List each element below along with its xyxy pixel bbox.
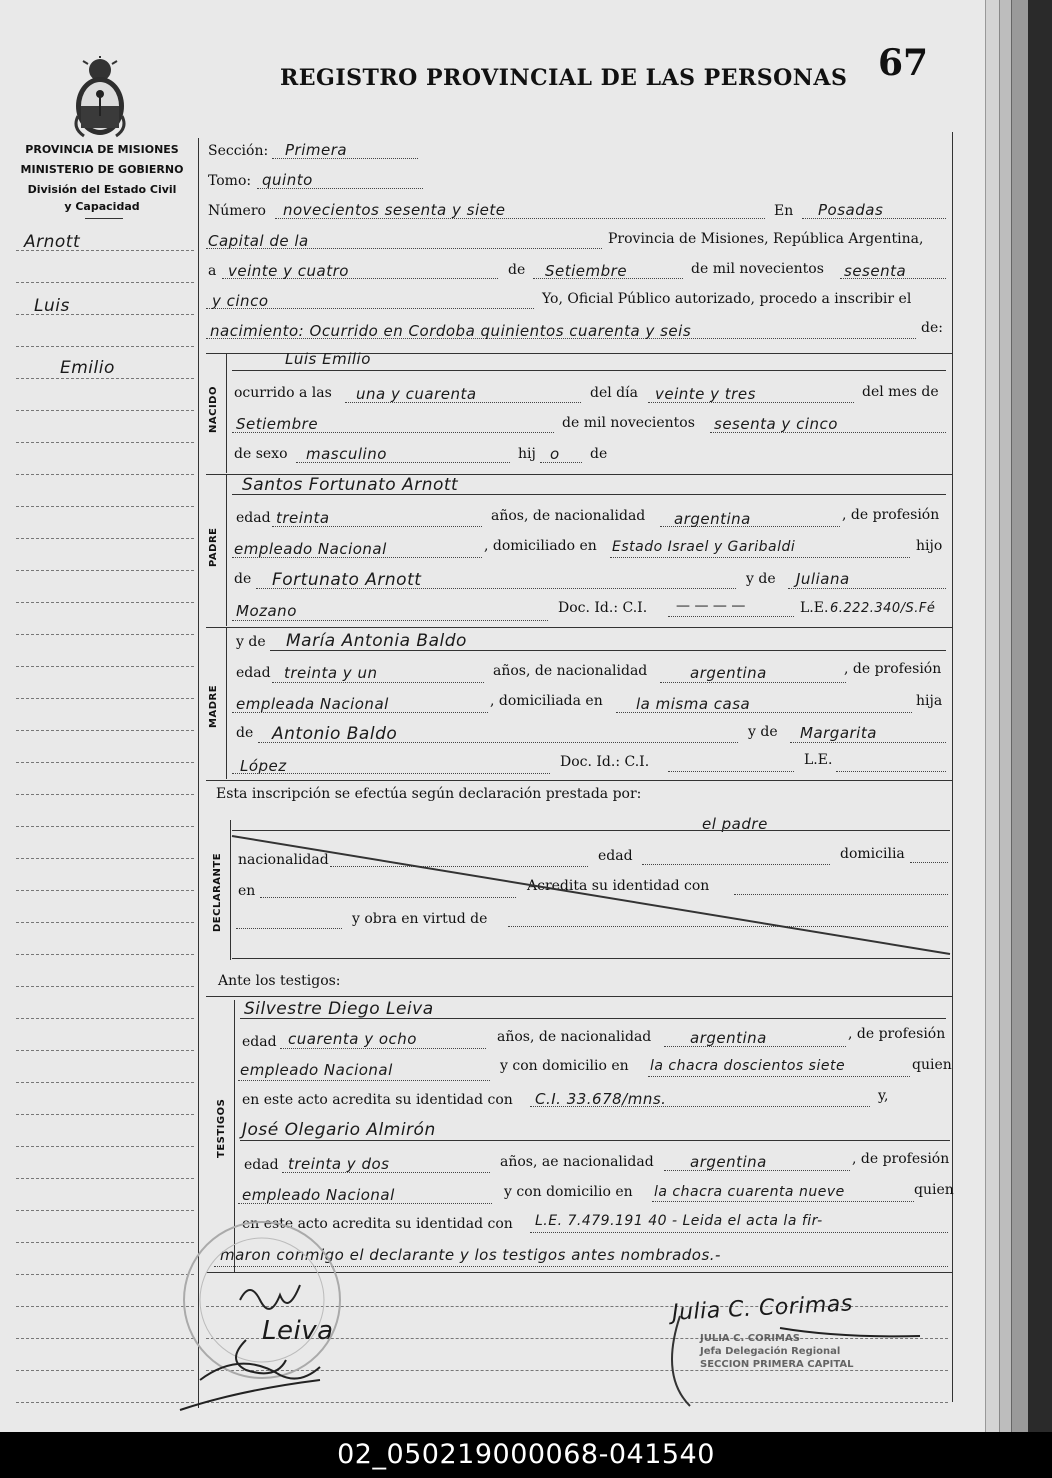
declarante-nac-label: nacionalidad [238, 852, 329, 868]
yo-label: Yo, Oficial Público autorizado, procedo a inscribir el [542, 291, 912, 307]
madre-nacionalidad-value: argentina [690, 664, 767, 682]
padre-hijo-label: hijo [916, 538, 943, 554]
t1-nacionalidad: argentina [690, 1029, 767, 1047]
page-number: 67 [878, 42, 929, 84]
padre-doc-label: Doc. Id.: C.I. [558, 600, 648, 616]
padre-prof-label: , de profesión [842, 507, 940, 523]
padre-edad-value: treinta [276, 509, 330, 527]
padre-madre-de: Juliana [796, 570, 850, 588]
madre-madre-de: Margarita [800, 724, 877, 742]
madre-edad-label: edad [236, 665, 271, 681]
oficial-signature: Julia C. Corimas [671, 1291, 854, 1326]
seccion-value: Primera [285, 141, 348, 159]
org-capacity: y Capacidad [64, 200, 140, 213]
anio-value: sesenta [844, 262, 907, 280]
padre-le-value: 6.222.340/S.Fé [830, 601, 936, 616]
numero-value: novecientos sesenta y siete [283, 201, 506, 219]
anio-label: de mil novecientos [691, 261, 824, 277]
stamp-line-2: Jefa Delegación Regional [700, 1346, 841, 1357]
padre-nombre: Santos Fortunato Arnott [242, 475, 459, 495]
lugar2-value: Capital de la [208, 232, 309, 250]
madre-nac-label: años, de nacionalidad [493, 663, 648, 679]
testigos-section-label: TESTIGOS [216, 1098, 227, 1158]
padre-section-label: PADRE [208, 527, 219, 567]
t1-nac-label: años, de nacionalidad [497, 1029, 652, 1045]
strike-line [232, 836, 950, 954]
hij-suffix: o [550, 445, 560, 463]
madre-profesion-value: empleada Nacional [236, 695, 389, 713]
sexo-value: masculino [306, 445, 387, 463]
lugar-value: Posadas [818, 201, 884, 219]
t2-identidad: L.E. 7.479.191 40 - Leida el acta la fir- [535, 1213, 823, 1229]
page-edge [985, 0, 1000, 1432]
nacido-nombre: Luis Emilio [285, 350, 371, 368]
de-label: de [508, 262, 526, 278]
declarante-edad-label: edad [598, 848, 633, 864]
margin-surname: Arnott [24, 232, 81, 252]
margin-second-name: Emilio [60, 358, 115, 378]
de-colon-label: de: [921, 320, 943, 336]
org-province: PROVINCIA DE MISIONES [25, 143, 179, 156]
t1-acredita-label: en este acto acredita su identidad con [242, 1092, 513, 1108]
padre-yde-label: y de [746, 571, 776, 587]
madre-le-label: L.E. [804, 752, 833, 768]
madre-dom-label: , domiciliada en [490, 693, 603, 709]
a-label: a [208, 263, 217, 279]
acta-cierre: maron conmigo el declarante y los testigos antes nombrados.- [220, 1246, 721, 1264]
madre-doc-label: Doc. Id.: C.I. [560, 754, 650, 770]
t2-edad-label: edad [244, 1157, 279, 1173]
t1-domicilio: la chacra doscientos siete [650, 1058, 846, 1074]
dia-value: veinte y cuatro [228, 262, 349, 280]
t2-prof-label: , de profesión [852, 1151, 950, 1167]
t2-dom-label: y con domicilio en [504, 1184, 633, 1200]
ante-testigos-label: Ante los testigos: [218, 973, 341, 989]
madre-hija-label: hija [916, 693, 943, 709]
t2-acredita-label: en este acto acredita su identidad con [242, 1216, 513, 1232]
t2-profesion: empleado Nacional [242, 1186, 395, 1204]
padre-dom-label: , domiciliado en [484, 538, 597, 554]
seccion-label: Sección: [208, 143, 269, 159]
mes-value: Setiembre [545, 262, 628, 280]
declaracion-text: Esta inscripción se efectúa según declaración prestada por: [216, 786, 642, 802]
round-seal [184, 1222, 340, 1378]
t1-dom-label: y con domicilio en [500, 1058, 629, 1074]
t1-profesion: empleado Nacional [240, 1061, 393, 1079]
inscribir-value: nacimiento: Ocurrido en Cordoba quinientos cuarenta y seis [210, 322, 692, 340]
madre-domicilio-value: la misma casa [636, 695, 751, 713]
provincia-label: Provincia de Misiones, República Argentina, [608, 231, 924, 247]
nacido-anio-value: sesenta y cinco [714, 415, 838, 433]
tomo-value: quinto [262, 171, 313, 189]
stamp-line-3: SECCION PRIMERA CAPITAL [700, 1359, 854, 1370]
padre-profesion-value: empleado Nacional [234, 540, 387, 558]
t2-nac-label: años, ae nacionalidad [500, 1154, 654, 1170]
tomo-label: Tomo: [208, 173, 252, 189]
t1-nombre: Silvestre Diego Leiva [244, 999, 434, 1019]
numero-label: Número [208, 203, 266, 219]
declarante-obra-label: y obra en virtud de [352, 911, 488, 927]
t2-edad: treinta y dos [288, 1155, 390, 1173]
t2-nombre: José Olegario Almirón [242, 1120, 436, 1140]
t1-prof-label: , de profesión [848, 1026, 946, 1042]
padre-de-label: de [234, 571, 252, 587]
leiva-signature: Leiva [262, 1316, 334, 1346]
page-title: REGISTRO PROVINCIAL DE LAS PERSONAS [280, 65, 848, 91]
madre-edad-value: treinta y un [284, 664, 378, 682]
org-ministry: MINISTERIO DE GOBIERNO [20, 163, 184, 176]
declarante-domicilia-label: domicilia [840, 846, 905, 862]
padre-domicilio-value: Estado Israel y Garibaldi [612, 539, 796, 555]
org-division: División del Estado Civil [27, 183, 177, 196]
padre-edad-label: edad [236, 510, 271, 526]
nacido-de-label: de [590, 446, 608, 462]
t1-identidad: C.I. 33.678/mns. [535, 1090, 667, 1108]
padre-ci-value: — — — — [676, 598, 746, 614]
del-mes-label: del mes de [862, 384, 939, 400]
padre-nacionalidad-value: argentina [674, 510, 751, 528]
sexo-label: de sexo [234, 446, 288, 462]
madre-de-label: de [236, 725, 254, 741]
declarante-en-label: en [238, 883, 256, 899]
del-dia-label: del día [590, 385, 638, 401]
madre-section-label: MADRE [208, 684, 219, 728]
madre-nombre: María Antonia Baldo [286, 631, 467, 651]
t2-quien-label: quien [914, 1182, 954, 1198]
t1-y-label: y, [878, 1088, 889, 1104]
page-edge [1011, 0, 1028, 1432]
declarante-acredita-label: Acredita su identidad con [527, 878, 710, 894]
padre-madre-de2: Mozano [236, 602, 297, 620]
t2-domicilio: la chacra cuarenta nueve [654, 1184, 845, 1200]
stamp-line-1: JULIA C. CORIMAS [700, 1333, 800, 1344]
margin-first-name: Luis [34, 296, 70, 316]
madre-padre-de: Antonio Baldo [272, 724, 398, 744]
padre-nac-label: años, de nacionalidad [491, 508, 646, 524]
t2-nacionalidad: argentina [690, 1153, 767, 1171]
scan-code: 02_050219000068-041540 [0, 1432, 1052, 1478]
t1-edad-label: edad [242, 1034, 277, 1050]
madre-yde2-label: y de [748, 724, 778, 740]
declarante-nombre: el padre [702, 815, 768, 833]
t1-edad: cuarenta y ocho [288, 1030, 417, 1048]
anio2-value: y cinco [212, 292, 269, 310]
mil-label: de mil novecientos [562, 415, 695, 431]
nacido-section-label: NACIDO [208, 386, 219, 433]
nacido-dia-value: veinte y tres [655, 385, 756, 403]
ocurrido-label: ocurrido a las [234, 385, 332, 401]
madre-yde-label: y de [236, 634, 266, 650]
madre-prof-label: , de profesión [844, 661, 942, 677]
padre-padre-de: Fortunato Arnott [272, 570, 422, 590]
hij-label: hij [518, 446, 536, 462]
hora-value: una y cuarenta [356, 385, 477, 403]
padre-le-label: L.E. [800, 600, 829, 616]
t1-quien-label: quien [912, 1057, 952, 1073]
declarante-section-label: DECLARANTE [212, 852, 223, 932]
en-label: En [774, 203, 794, 219]
nacido-mes-value: Setiembre [236, 415, 319, 433]
madre-madre-de2: López [240, 757, 287, 775]
